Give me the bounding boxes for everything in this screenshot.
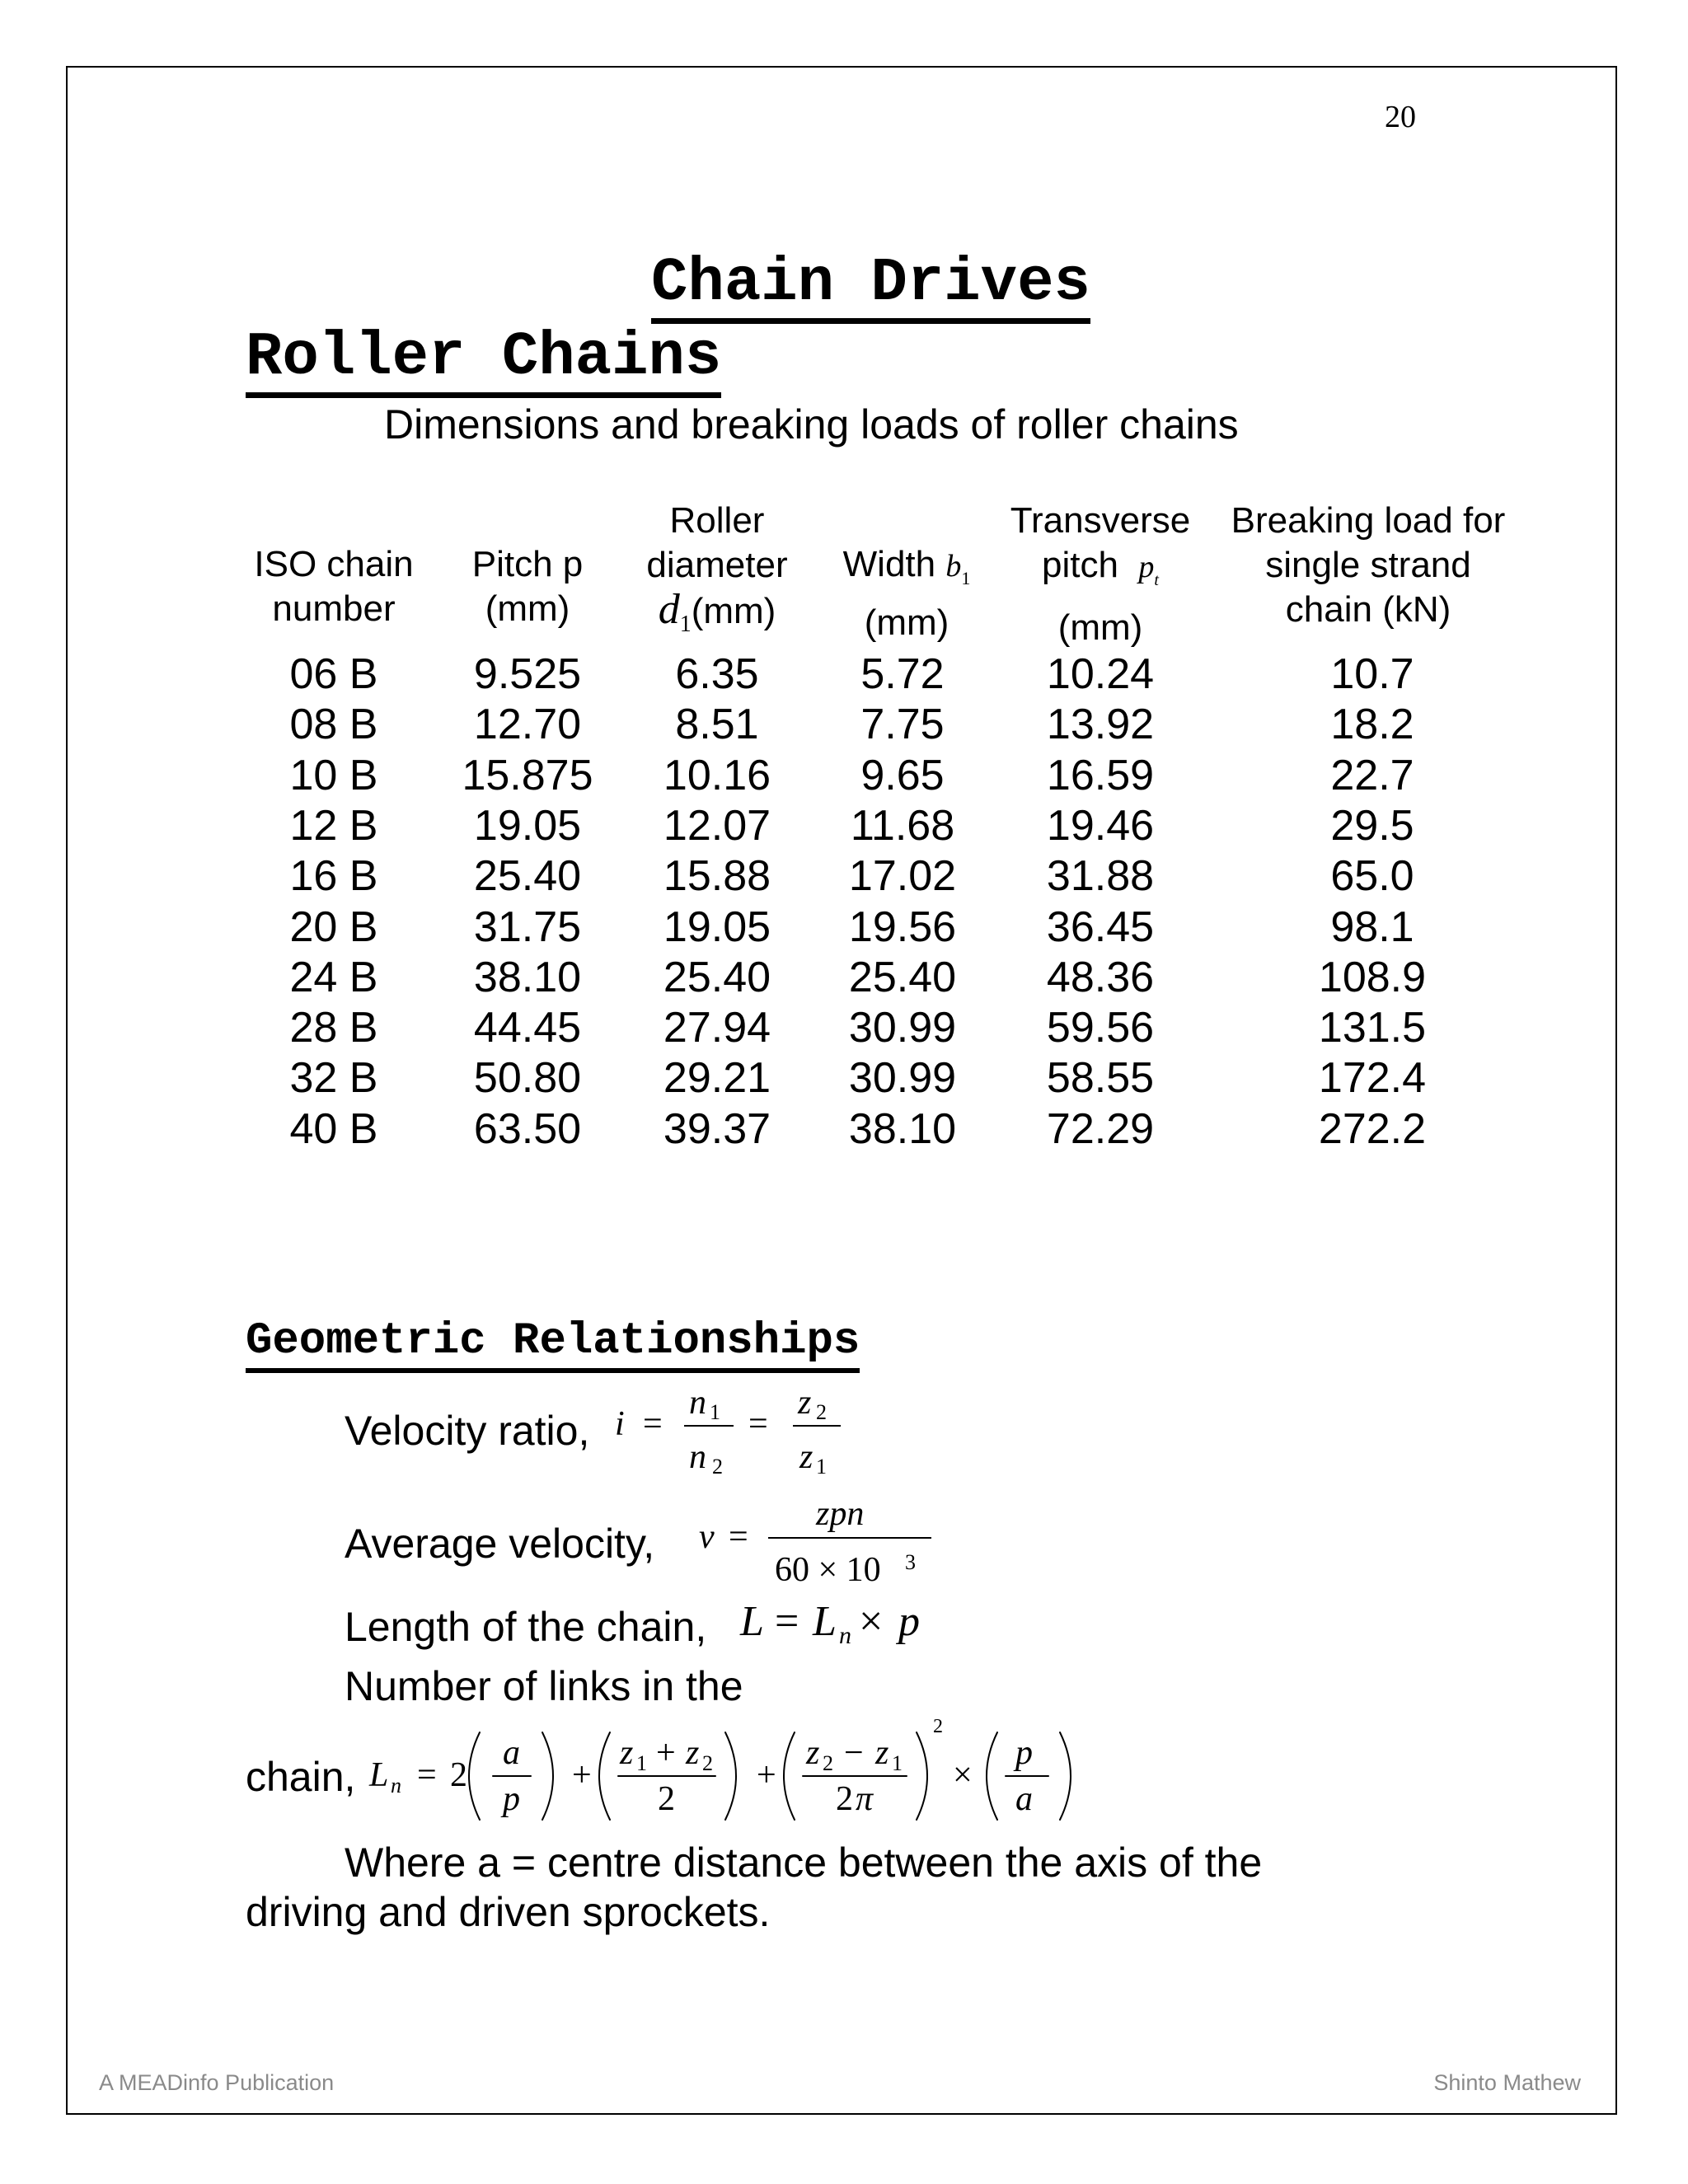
table-cell: 08 B	[289, 701, 378, 749]
header-unit: (mm)	[691, 591, 776, 631]
table-cell: 40 B	[289, 1104, 378, 1153]
table-cell: 29.5	[1330, 801, 1414, 850]
table-cell: 10.7	[1330, 650, 1414, 698]
table-cell: 17.02	[848, 852, 957, 901]
length-formula	[734, 1591, 948, 1657]
svg-text:zpn: zpn	[816, 1495, 865, 1533]
header-line: Roller	[669, 500, 765, 541]
svg-text:z: z	[620, 1734, 634, 1772]
header-line: (mm)	[485, 588, 570, 629]
table-cell: 48.36	[1046, 953, 1155, 1001]
table-cell: 31.88	[1046, 852, 1155, 901]
svg-text:=: =	[775, 1598, 799, 1645]
header-width	[824, 542, 989, 645]
table-cell: 12.07	[663, 801, 771, 850]
table-cell: 8.51	[675, 701, 759, 749]
svg-text:π: π	[856, 1780, 874, 1818]
header-iso-chain	[247, 542, 420, 631]
svg-text:L: L	[740, 1598, 764, 1645]
svg-text:2: 2	[933, 1716, 943, 1737]
table-cell: 06 B	[289, 650, 378, 698]
table-row	[0, 801, 1688, 852]
table-cell: 16.59	[1046, 751, 1155, 799]
header-transverse-pitch	[1001, 499, 1199, 650]
header-breaking-load	[1212, 499, 1525, 632]
table-cell: 19.56	[848, 902, 957, 951]
table-cell: 65.0	[1330, 852, 1414, 901]
table-cell: 63.50	[473, 1104, 582, 1153]
where-line2: driving and driven sprockets.	[246, 1889, 771, 1935]
table-cell: 25.40	[848, 953, 957, 1001]
table-cell: 30.99	[848, 1054, 957, 1103]
table-cell: 9.65	[860, 751, 945, 799]
page-number: 20	[1385, 100, 1416, 134]
header-unit: (mm)	[864, 602, 950, 643]
svg-text:+: +	[757, 1756, 776, 1794]
header-line: Transverse	[1010, 500, 1191, 541]
svg-text:p: p	[1015, 1734, 1033, 1772]
table-cell: 172.4	[1318, 1054, 1427, 1103]
symbol-p: p	[1138, 550, 1155, 584]
header-line: pitch	[1042, 545, 1118, 585]
table-cell: 31.75	[473, 902, 582, 951]
svg-text:1: 1	[710, 1400, 720, 1424]
svg-text:n: n	[391, 1774, 401, 1797]
table-cell: 19.46	[1046, 801, 1155, 850]
table-cell: 19.05	[473, 801, 582, 850]
svg-text:=: =	[417, 1756, 437, 1794]
table-row	[0, 751, 1688, 802]
header-line: Width	[842, 544, 936, 584]
table-cell: 12.70	[473, 701, 582, 749]
section-title: Roller Chains	[246, 323, 721, 398]
table-row	[0, 700, 1688, 751]
average-velocity-formula	[692, 1492, 940, 1591]
footer-author: Shinto Mathew	[1433, 2070, 1581, 2095]
table-cell: 72.29	[1046, 1104, 1155, 1153]
velocity-ratio-label: Velocity ratio,	[345, 1408, 590, 1454]
table-cell: 29.21	[663, 1054, 771, 1103]
svg-text:+: +	[572, 1756, 592, 1794]
header-symbol-line	[1001, 543, 1199, 602]
svg-text:2: 2	[816, 1400, 827, 1424]
header-symbol-line	[626, 588, 808, 647]
table-cell: 38.10	[848, 1104, 957, 1153]
svg-text:i: i	[615, 1405, 625, 1443]
table-cell: 19.05	[663, 902, 771, 951]
svg-text:1: 1	[636, 1751, 647, 1775]
svg-text:L: L	[369, 1756, 389, 1794]
header-line: chain (kN)	[1285, 589, 1451, 630]
table-row	[0, 953, 1688, 1004]
table-cell: 6.35	[675, 650, 759, 698]
table-cell: 24 B	[289, 953, 378, 1001]
svg-text:×: ×	[859, 1598, 884, 1645]
svg-text:1: 1	[892, 1751, 903, 1775]
table-cell: 25.40	[663, 953, 771, 1001]
svg-text:n: n	[689, 1385, 706, 1422]
svg-text:2: 2	[450, 1756, 467, 1794]
header-line: ISO chain	[254, 544, 414, 584]
table-cell: 131.5	[1318, 1004, 1427, 1052]
table-cell: 9.525	[473, 650, 582, 698]
svg-text:+: +	[656, 1734, 676, 1772]
table-cell: 11.68	[850, 801, 955, 850]
table-cell: 28 B	[289, 1004, 378, 1052]
table-row	[0, 1053, 1688, 1104]
table-cell: 20 B	[289, 902, 378, 951]
svg-text:z: z	[799, 1438, 814, 1476]
svg-text:p: p	[503, 1780, 520, 1818]
table-cell: 12 B	[289, 801, 378, 850]
svg-text:2: 2	[712, 1455, 723, 1479]
table-cell: 25.40	[473, 852, 582, 901]
table-cell: 27.94	[663, 1004, 771, 1052]
average-velocity-label: Average velocity,	[345, 1521, 655, 1567]
table-cell: 7.75	[860, 701, 945, 749]
svg-text:z: z	[798, 1385, 812, 1422]
links-formula	[363, 1714, 1104, 1838]
table-row	[0, 851, 1688, 902]
header-line: single strand	[1265, 545, 1471, 585]
geometric-heading: Geometric Relationships	[246, 1315, 860, 1373]
header-symbol-line	[824, 542, 989, 601]
table-row	[0, 1104, 1688, 1155]
table-cell: 59.56	[1046, 1004, 1155, 1052]
length-label: Length of the chain,	[345, 1604, 707, 1650]
table-cell: 36.45	[1046, 902, 1155, 951]
table-cell: 50.80	[473, 1054, 582, 1103]
footer-publisher: A MEADinfo Publication	[99, 2070, 335, 2095]
svg-text:L: L	[813, 1598, 837, 1645]
header-unit: (mm)	[1057, 607, 1143, 648]
table-cell: 30.99	[848, 1004, 957, 1052]
table-cell: 15.875	[462, 751, 593, 799]
svg-text:2: 2	[702, 1751, 713, 1775]
svg-text:2: 2	[836, 1780, 853, 1818]
table-caption: Dimensions and breaking loads of roller chains	[384, 401, 1239, 448]
table-cell: 39.37	[663, 1104, 771, 1153]
page-title: Chain Drives	[651, 249, 1090, 324]
svg-text:z: z	[806, 1734, 820, 1772]
table-cell: 32 B	[289, 1054, 378, 1103]
svg-text:=: =	[748, 1405, 768, 1443]
svg-text:=: =	[729, 1518, 748, 1556]
header-roller-diameter	[626, 499, 808, 647]
symbol-b: b	[945, 549, 962, 583]
table-cell: 272.2	[1318, 1104, 1427, 1153]
svg-text:×: ×	[953, 1756, 973, 1794]
where-line1: Where a = centre distance between the axis of the	[345, 1840, 1263, 1886]
table-cell: 5.72	[860, 650, 945, 698]
table-cell: 38.10	[473, 953, 582, 1001]
svg-text:3: 3	[905, 1550, 916, 1574]
table-row	[0, 1003, 1688, 1054]
table-cell: 98.1	[1330, 902, 1414, 951]
table-cell: 10 B	[289, 751, 378, 799]
symbol-sub: 1	[961, 567, 971, 588]
svg-text:z: z	[686, 1734, 700, 1772]
svg-text:z: z	[875, 1734, 889, 1772]
svg-text:n: n	[689, 1438, 706, 1476]
links-label-line2: chain,	[246, 1754, 356, 1800]
svg-text:=: =	[643, 1405, 663, 1443]
svg-text:a: a	[1015, 1780, 1033, 1818]
table-cell: 13.92	[1046, 701, 1155, 749]
symbol-sub: t	[1154, 570, 1159, 589]
svg-text:2: 2	[823, 1751, 833, 1775]
svg-text:1: 1	[816, 1455, 827, 1479]
header-line: Pitch p	[471, 544, 584, 584]
symbol-sub: 1	[679, 611, 692, 637]
table-cell: 18.2	[1330, 701, 1414, 749]
table-cell: 10.24	[1046, 650, 1155, 698]
table-cell: 10.16	[663, 751, 771, 799]
header-line: diameter	[646, 545, 788, 585]
table-cell: 44.45	[473, 1004, 582, 1052]
table-cell: 16 B	[289, 852, 378, 901]
links-label-line1: Number of links in the	[345, 1663, 743, 1709]
velocity-ratio-formula	[602, 1385, 865, 1483]
header-line: Breaking load for	[1231, 500, 1506, 541]
svg-text:a: a	[503, 1734, 520, 1772]
svg-text:60 × 10: 60 × 10	[775, 1551, 881, 1589]
table-cell: 58.55	[1046, 1054, 1155, 1103]
svg-text:n: n	[839, 1622, 851, 1649]
table-row	[0, 902, 1688, 954]
table-cell: 22.7	[1330, 751, 1414, 799]
svg-text:p: p	[898, 1598, 920, 1645]
header-pitch	[445, 542, 610, 631]
symbol-d: d	[658, 586, 680, 633]
header-line: number	[272, 588, 396, 629]
table-cell: 108.9	[1318, 953, 1427, 1001]
table-row	[0, 649, 1688, 701]
svg-text:−: −	[844, 1734, 864, 1772]
svg-text:2: 2	[658, 1780, 675, 1818]
table-cell: 15.88	[663, 852, 771, 901]
svg-text:v: v	[699, 1518, 715, 1556]
